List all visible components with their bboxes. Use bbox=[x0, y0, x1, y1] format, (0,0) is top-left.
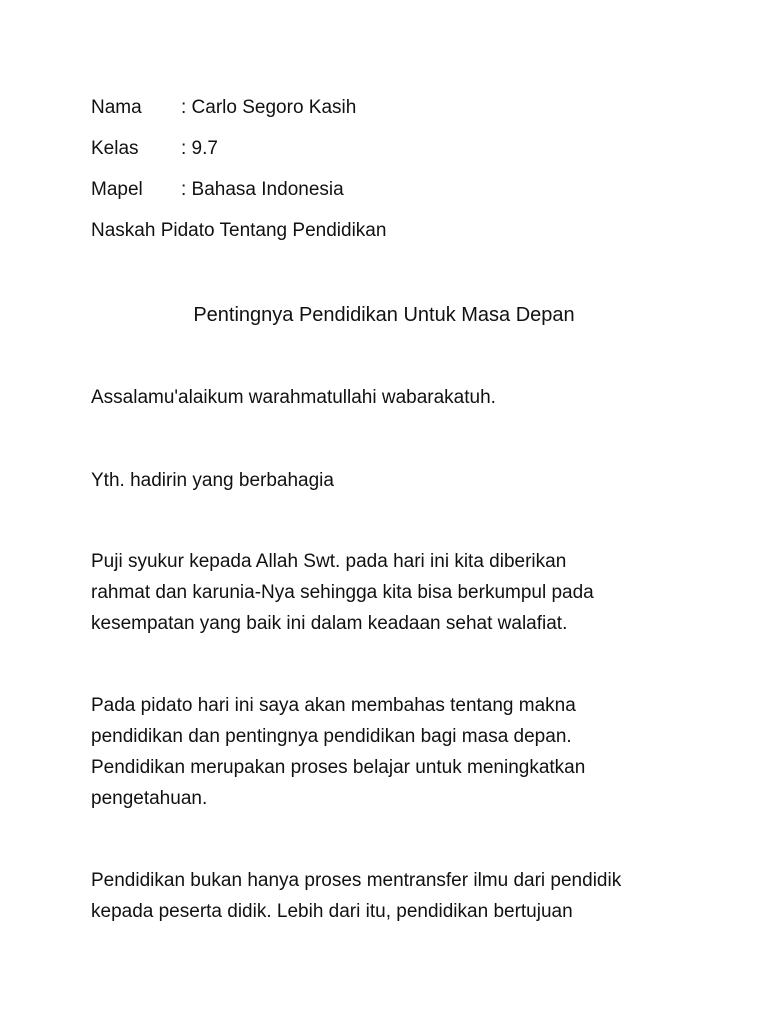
field-nama-label: Nama bbox=[91, 97, 142, 118]
paragraph-line: Pendidikan merupakan proses belajar untuk meningkatkan bbox=[91, 757, 586, 778]
paragraph-salutation bbox=[91, 465, 691, 496]
paragraph-line: kesempatan yang baik ini dalam keadaan sehat walafiat. bbox=[91, 613, 568, 634]
paragraph-line: rahmat dan karunia-Nya sehingga kita bisa berkumpul pada bbox=[91, 582, 594, 603]
paragraph-line: Yth. hadirin yang berbahagia bbox=[91, 470, 334, 491]
field-mapel-value: : Bahasa Indonesia bbox=[181, 179, 344, 200]
field-nama-value: : Carlo Segoro Kasih bbox=[181, 97, 357, 118]
field-kelas-label: Kelas bbox=[91, 138, 139, 159]
paragraph-topic bbox=[91, 690, 691, 814]
paragraph-line: kepada peserta didik. Lebih dari itu, pendidikan bertujuan bbox=[91, 901, 573, 922]
field-mapel-label: Mapel bbox=[91, 179, 143, 200]
paragraph-education bbox=[91, 865, 691, 927]
paragraph-gratitude bbox=[91, 546, 691, 639]
paragraph-line: Pada pidato hari ini saya akan membahas tentang makna bbox=[91, 695, 576, 716]
paragraph-line: Assalamu'alaikum warahmatullahi wabarakatuh. bbox=[91, 387, 496, 408]
speech-title: Pentingnya Pendidikan Untuk Masa Depan bbox=[193, 304, 575, 326]
paragraph-greeting bbox=[91, 382, 691, 413]
field-nama bbox=[91, 96, 356, 120]
paragraph-line: Pendidikan bukan hanya proses mentransfer ilmu dari pendidik bbox=[91, 870, 622, 891]
paragraph-line: Puji syukur kepada Allah Swt. pada hari ini kita diberikan bbox=[91, 551, 567, 572]
paragraph-line: pengetahuan. bbox=[91, 788, 208, 809]
field-kelas bbox=[91, 137, 218, 161]
paragraph-line: pendidikan dan pentingnya pendidikan bagi masa depan. bbox=[91, 726, 572, 747]
field-mapel bbox=[91, 178, 344, 202]
field-kelas-value: : 9.7 bbox=[181, 138, 218, 159]
document-heading: Naskah Pidato Tentang Pendidikan bbox=[91, 220, 387, 241]
